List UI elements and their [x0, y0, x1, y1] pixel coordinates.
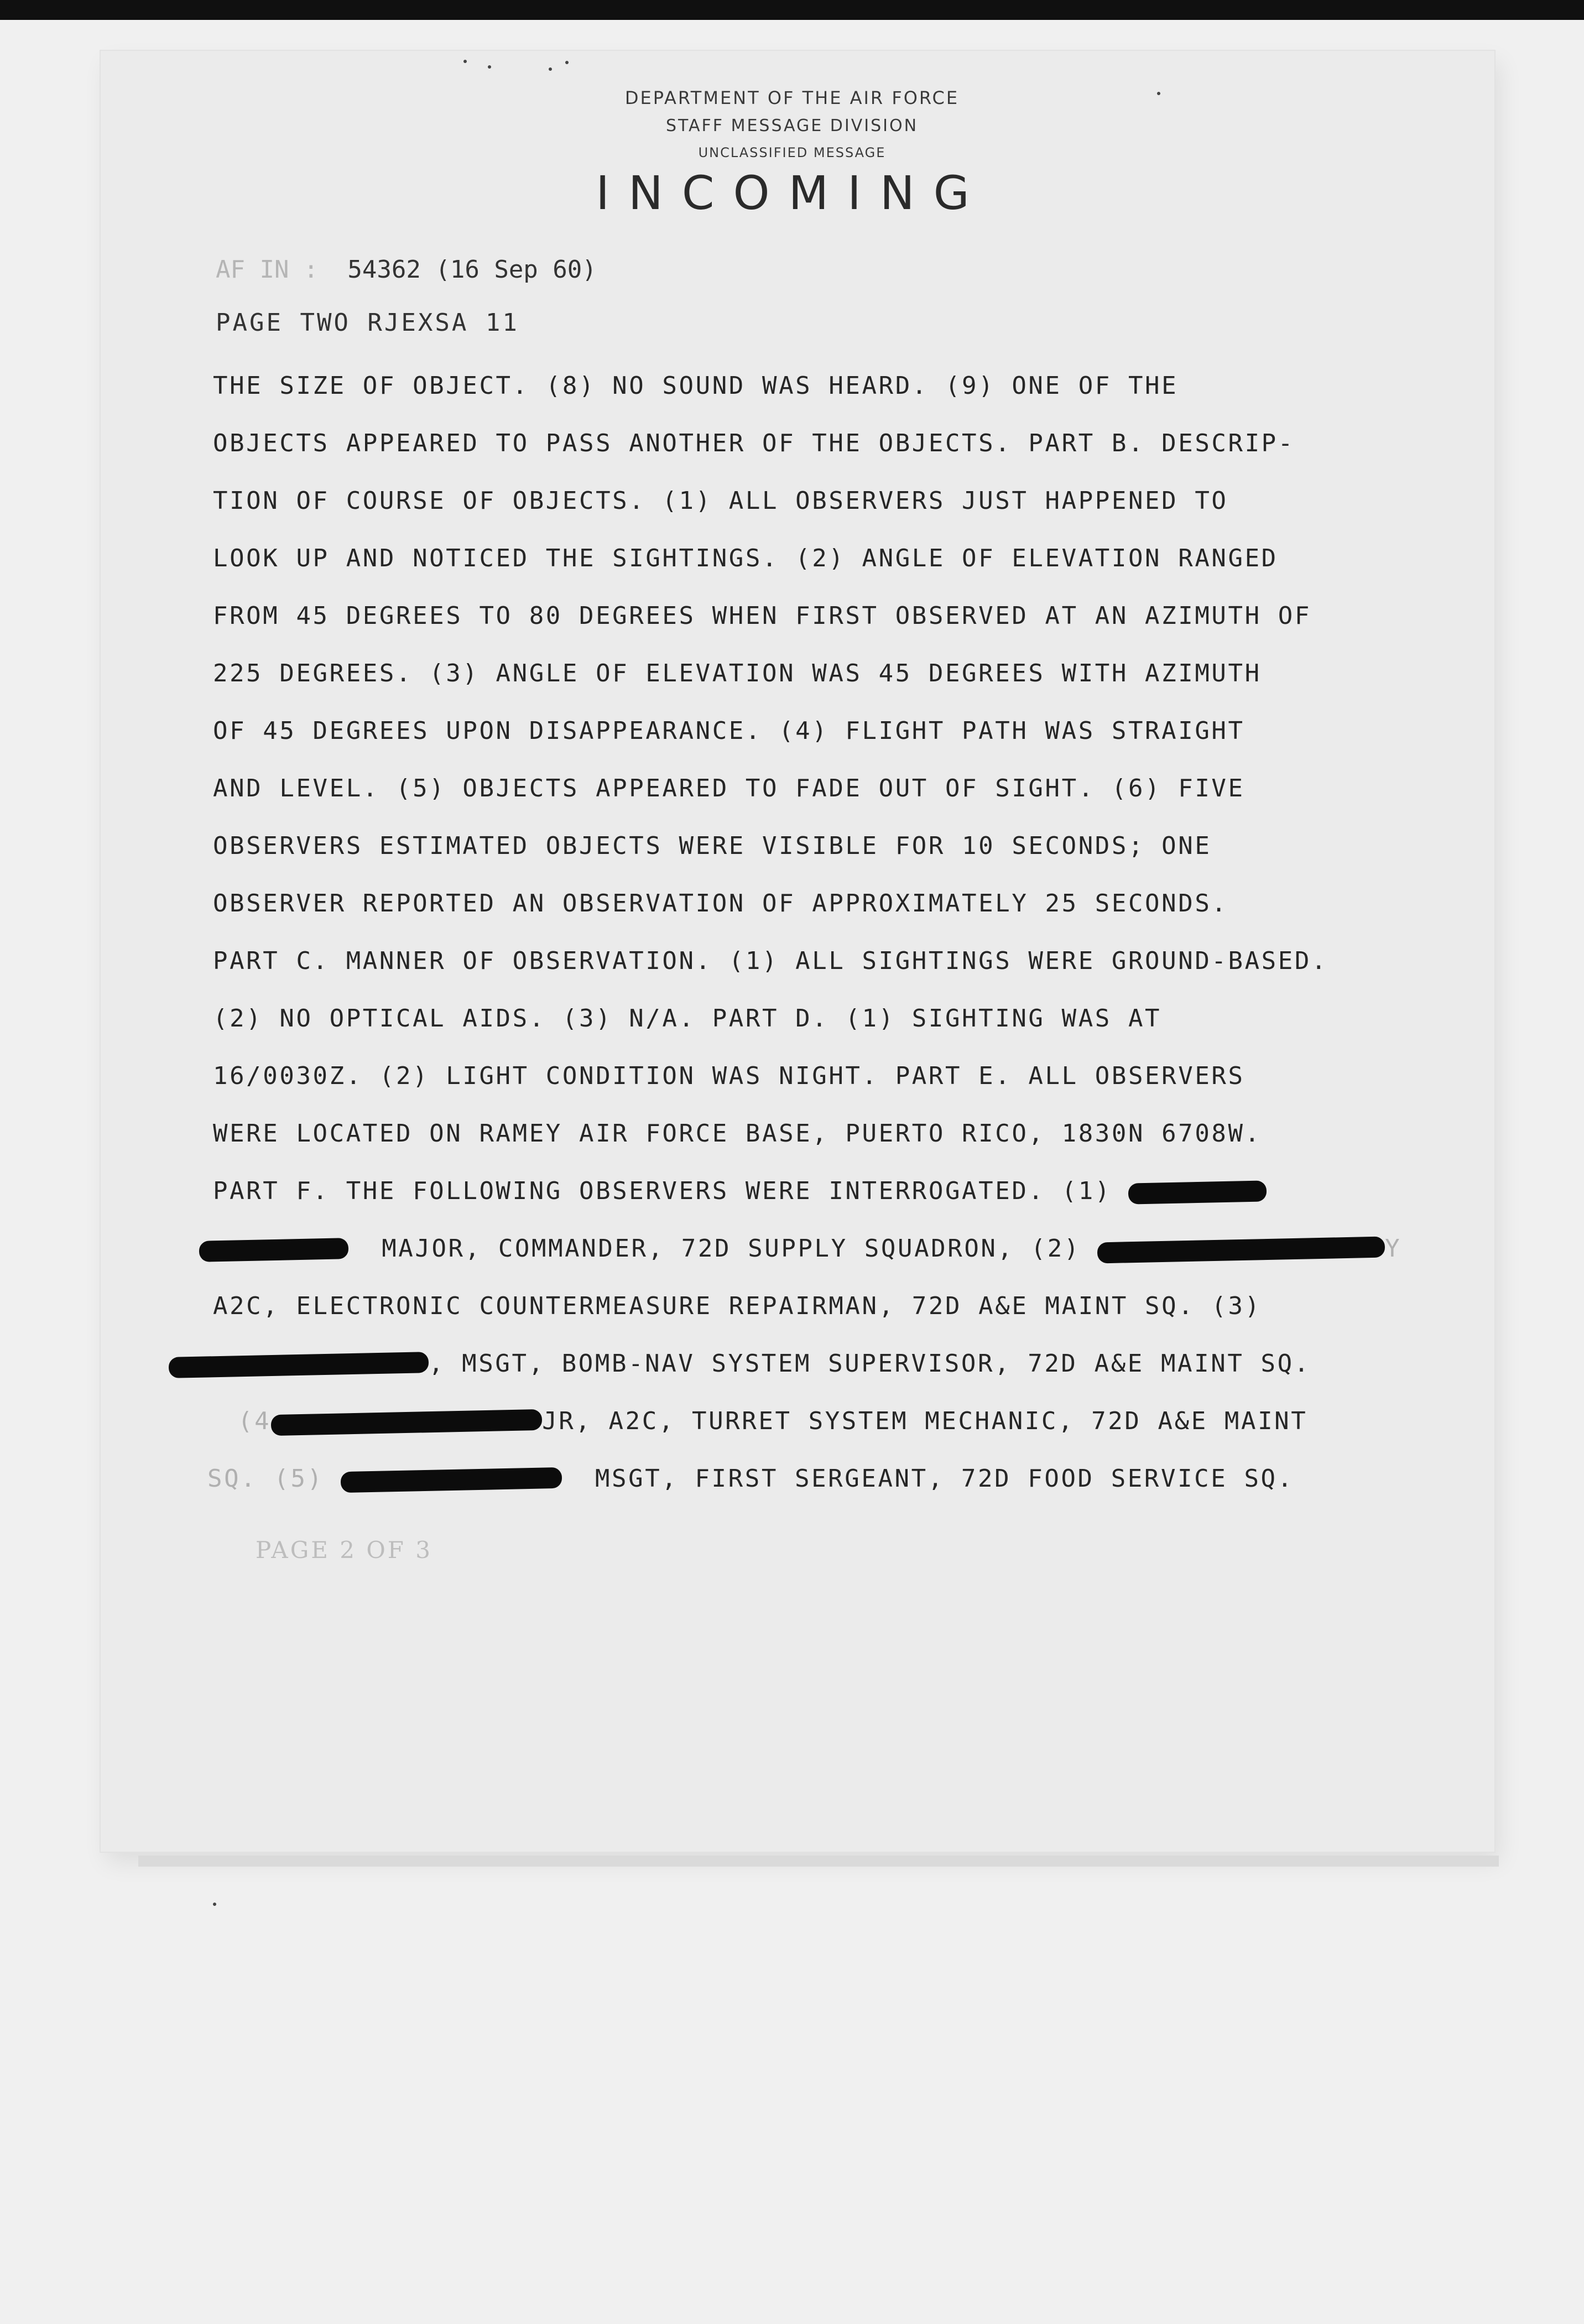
- speck: [488, 65, 491, 69]
- body-line-20-text: MSGT, FIRST SERGEANT, 72D FOOD SERVICE SQ.: [595, 1465, 1294, 1493]
- division-heading: STAFF MESSAGE DIVISION: [665, 116, 919, 136]
- speck: [463, 60, 467, 63]
- body-line-16: [199, 1232, 1401, 1265]
- body-line-12: (2) NO OPTICAL AIDS. (3) N/A. PART D. (1) SIGHTING WAS AT: [213, 1004, 1162, 1033]
- body-line-17: A2C, ELECTRONIC COUNTERMEASURE REPAIRMAN, 72D A&E MAINT SQ. (3): [213, 1292, 1262, 1320]
- body-line-9: OBSERVERS ESTIMATED OBJECTS WERE VISIBLE FOR 10 SECONDS; ONE: [213, 832, 1212, 860]
- redaction: [340, 1467, 562, 1493]
- speck: [213, 1903, 216, 1906]
- af-in-prefix: AF IN :: [216, 256, 319, 284]
- department-heading: DEPARTMENT OF THE AIR FORCE: [624, 87, 960, 108]
- body-line-15-text: PART F. THE FOLLOWING OBSERVERS WERE INTERROGATED. (1): [213, 1177, 1112, 1205]
- body-line-16-text: MAJOR, COMMANDER, 72D SUPPLY SQUADRON, (2): [382, 1234, 1081, 1263]
- classification-heading: UNCLASSIFIED MESSAGE: [698, 145, 886, 160]
- body-line-13: 16/0030Z. (2) LIGHT CONDITION WAS NIGHT. PART E. ALL OBSERVERS: [213, 1062, 1245, 1090]
- body-line-19: [238, 1405, 1307, 1438]
- page-shadow: [138, 1856, 1499, 1867]
- body-line-20-num: SQ. (5): [207, 1465, 324, 1493]
- body-line-6: 225 DEGREES. (3) ANGLE OF ELEVATION WAS 45 DEGREES WITH AZIMUTH: [213, 659, 1262, 687]
- redaction: [271, 1409, 543, 1436]
- body-line-18-text: , MSGT, BOMB-NAV SYSTEM SUPERVISOR, 72D A&E MAINT SQ.: [429, 1349, 1311, 1378]
- body-line-19-text: JR, A2C, TURRET SYSTEM MECHANIC, 72D A&E MAINT: [542, 1407, 1308, 1435]
- body-line-15: [213, 1175, 1267, 1208]
- af-in-number: 54362 (16 Sep 60): [347, 256, 597, 284]
- film-edge: [0, 0, 1584, 20]
- body-line-1: THE SIZE OF OBJECT. (8) NO SOUND WAS HEARD. (9) ONE OF THE: [213, 372, 1179, 400]
- speck: [565, 61, 569, 64]
- redaction: [199, 1238, 349, 1262]
- body-line-5: FROM 45 DEGREES TO 80 DEGREES WHEN FIRST OBSERVED AT AN AZIMUTH OF: [213, 602, 1311, 630]
- page-ref: PAGE TWO RJEXSA 11: [216, 309, 519, 337]
- body-line-11: PART C. MANNER OF OBSERVATION. (1) ALL SIGHTINGS WERE GROUND-BASED.: [213, 947, 1328, 975]
- body-line-19-num: (4: [238, 1407, 272, 1435]
- af-in-line: [216, 256, 597, 284]
- incoming-title: INCOMING: [596, 166, 988, 220]
- redaction: [1128, 1180, 1267, 1204]
- body-line-14: WERE LOCATED ON RAMEY AIR FORCE BASE, PUERTO RICO, 1830N 6708W.: [213, 1119, 1262, 1148]
- body-line-8: AND LEVEL. (5) OBJECTS APPEARED TO FADE OUT OF SIGHT. (6) FIVE: [213, 774, 1245, 803]
- redaction: [1097, 1237, 1385, 1264]
- speck: [549, 67, 552, 71]
- body-line-20: [207, 1462, 1294, 1496]
- body-line-7: OF 45 DEGREES UPON DISAPPEARANCE. (4) FLIGHT PATH WAS STRAIGHT: [213, 717, 1245, 745]
- redaction: [169, 1352, 429, 1378]
- body-line-4: LOOK UP AND NOTICED THE SIGHTINGS. (2) ANGLE OF ELEVATION RANGED: [213, 544, 1278, 572]
- page-footer: PAGE 2 OF 3: [256, 1536, 433, 1564]
- body-line-10: OBSERVER REPORTED AN OBSERVATION OF APPROXIMATELY 25 SECONDS.: [213, 889, 1228, 918]
- body-line-3: TION OF COURSE OF OBJECTS. (1) ALL OBSERVERS JUST HAPPENED TO: [213, 487, 1228, 515]
- body-line-2: OBJECTS APPEARED TO PASS ANOTHER OF THE OBJECTS. PART B. DESCRIP-: [213, 429, 1295, 457]
- body-line-16-tail: Y: [1385, 1234, 1402, 1263]
- body-line-18: [169, 1347, 1311, 1380]
